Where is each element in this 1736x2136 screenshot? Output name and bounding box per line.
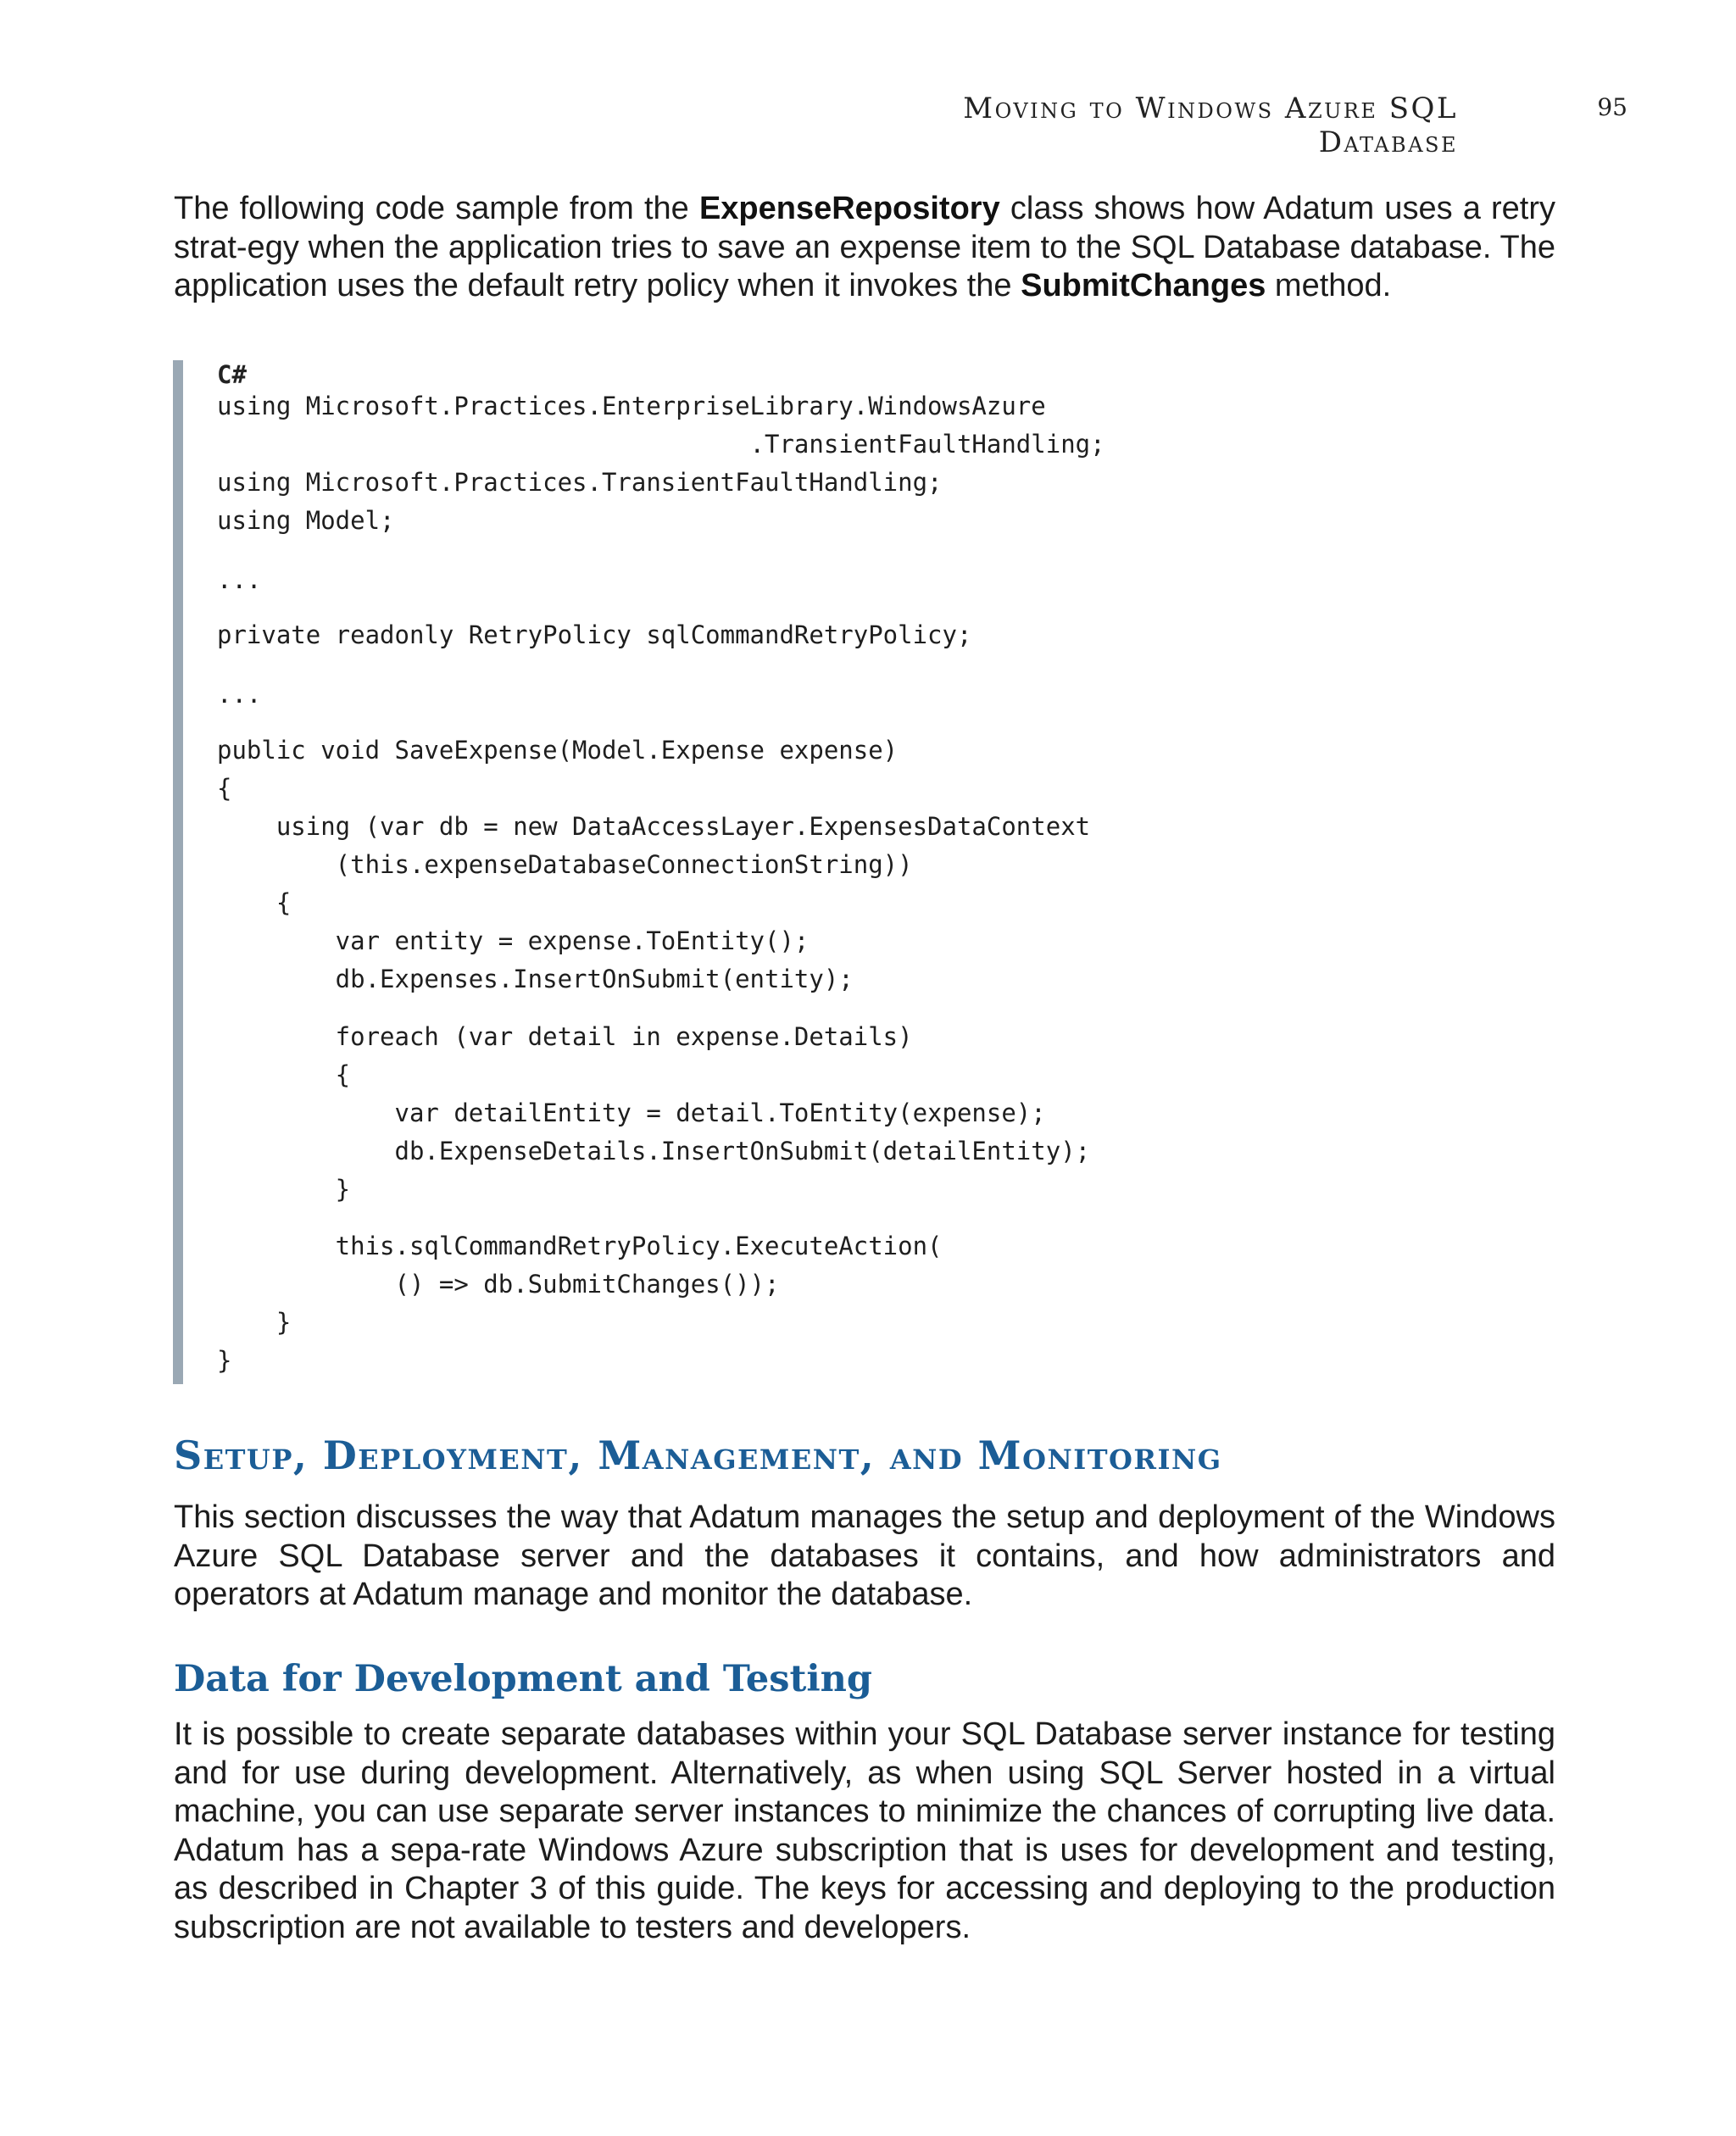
code-line: using Microsoft.Practices.TransientFaultHandling;	[217, 468, 943, 497]
code-line: ...	[217, 680, 262, 709]
code-line: using Microsoft.Practices.EnterpriseLibrary.WindowsAzure	[217, 392, 1046, 420]
code-line: foreach (var detail in expense.Details)	[217, 1022, 913, 1051]
class-name-expense-repository: ExpenseRepository	[698, 191, 1000, 226]
code-line: }	[217, 1346, 232, 1375]
code-line: using Model;	[217, 506, 395, 535]
intro-paragraph	[174, 190, 1555, 306]
running-header-title: Moving to Windows Azure SQL Database	[963, 92, 1458, 159]
code-sample-block	[173, 360, 1360, 1384]
intro-text-1: The following code sample from the	[174, 191, 699, 226]
code-line: (this.expenseDatabaseConnectionString))	[217, 850, 913, 879]
intro-text-2: class shows how Adatum uses a retry strat-egy when the application tries to save an expense item to the SQL Database database. The application uses the default retry policy when it invokes the	[174, 191, 1555, 303]
code-line: .TransientFaultHandling;	[217, 430, 1105, 459]
subsection-paragraph: It is possible to create separate databases within your SQL Database server instance for testing and for use during development. Alternatively, as when using SQL Server hosted in a virtual machine, you can use separate server instances to minimize the chances of corrupting live data. Adatum has a sepa-rate Windows Azure subscription that is uses for development and testing, as described in Chapter 3 of this guide. The keys for accessing and deploying to the production subscription are not available to testers and developers.	[174, 1716, 1555, 1945]
intro-text-3: method.	[1266, 268, 1392, 303]
code-line: var entity = expense.ToEntity();	[217, 926, 810, 955]
code-line: public void SaveExpense(Model.Expense expense)	[217, 736, 899, 765]
code-line: ...	[217, 565, 262, 594]
code-line: () => db.SubmitChanges());	[217, 1270, 780, 1299]
code-language-label: C#	[217, 360, 247, 389]
section-paragraph: This section discusses the way that Adatum manages the setup and deployment of the Windows Azure SQL Database server and the databases it contains, and how administrators and operators at Adatum manage and monitor the database.	[174, 1499, 1555, 1612]
code-line: {	[217, 888, 292, 917]
method-name-submit-changes: SubmitChanges	[1021, 268, 1266, 303]
code-line: }	[217, 1175, 351, 1204]
subsection-heading: Data for Development and Testing	[174, 1658, 872, 1700]
code-line: {	[217, 1060, 351, 1089]
code-line: private readonly RetryPolicy sqlCommandRetryPolicy;	[217, 620, 972, 649]
code-line: db.ExpenseDetails.InsertOnSubmit(detailEntity);	[217, 1137, 1091, 1165]
code-line: db.Expenses.InsertOnSubmit(entity);	[217, 965, 854, 993]
code-line: using (var db = new DataAccessLayer.ExpensesDataContext	[217, 812, 1091, 841]
code-line: this.sqlCommandRetryPolicy.ExecuteAction(	[217, 1232, 943, 1260]
code-line: }	[217, 1308, 292, 1337]
code-line: {	[217, 774, 232, 803]
page-number: 95	[1597, 93, 1628, 121]
code-line: var detailEntity = detail.ToEntity(expense);	[217, 1099, 1046, 1127]
section-heading: Setup, Deployment, Management, and Monitoring	[174, 1432, 1222, 1478]
